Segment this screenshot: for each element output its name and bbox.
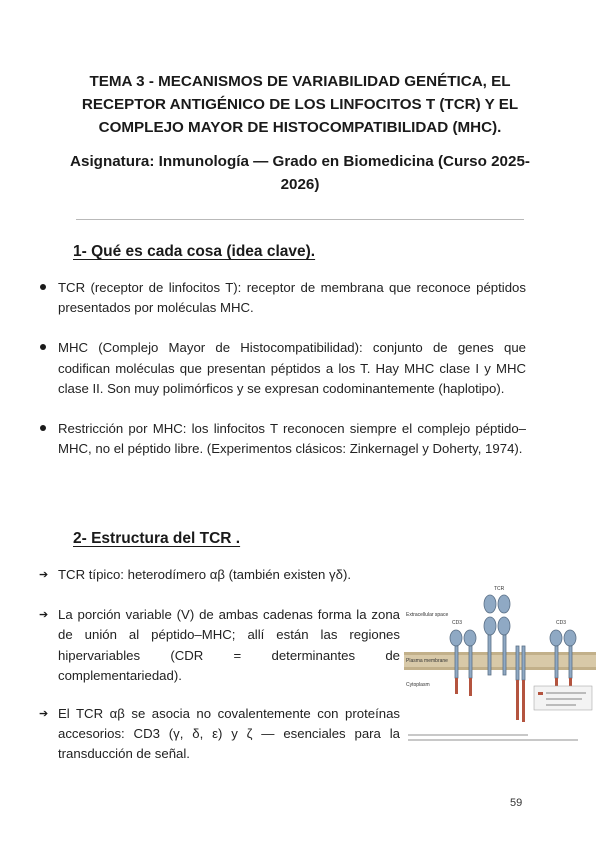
legend-text-line [546, 704, 576, 706]
figure-caption-line [408, 734, 528, 736]
legend-text-line [546, 692, 586, 694]
list-item [40, 338, 526, 399]
cytoplasm-label: Cytoplasm [406, 682, 430, 688]
legend-swatch [538, 692, 543, 695]
cd3-right-label: CD3 [556, 620, 567, 626]
arrow-bullet-icon: ➔ [39, 569, 49, 581]
bullet-icon [40, 284, 46, 290]
membrane-label: Plasma membrane [406, 658, 448, 664]
list-item [40, 278, 526, 318]
membrane-edge-bottom [404, 667, 596, 670]
page-number: 59 [510, 797, 523, 809]
arrow-bullet-icon: ➔ [39, 609, 49, 622]
document-subtitle: Asignatura: Inmunología — Grado en Biomedicina (Curso 2025-2026) [70, 153, 530, 193]
legend-text-line [546, 698, 582, 700]
list-item-text: TCR típico: heterodímero αβ (también existen γδ). [58, 567, 351, 582]
bullet-icon [40, 344, 46, 350]
list-item-text: MHC (Complejo Mayor de Histocompatibilidad): conjunto de genes que codifican moléculas que presentan péptidos a los T. Hay MHC clase I y MHC clase II. Son muy polimórficos y se expresan codominantemente (haplotipo). [58, 340, 526, 396]
figure-caption-line [408, 739, 578, 741]
list-item [40, 565, 400, 585]
list-item [40, 704, 400, 765]
list-item-text: Restricción por MHC: los linfocitos T reconocen siempre el complejo péptido–MHC, no el péptido libre. (Experimentos clásicos: Zinkernagel y Doherty, 1974). [58, 421, 526, 457]
section-1-list [40, 278, 526, 459]
cd3-left-label: CD3 [452, 620, 463, 626]
list-item-text: TCR (receptor de linfocitos T): receptor de membrana que reconoce péptidos presentados por moléculas MHC. [58, 280, 526, 316]
list-item [40, 605, 400, 686]
membrane-edge-top [404, 652, 596, 655]
tcr-complex-figure [404, 582, 596, 748]
list-item-text: La porción variable (V) de ambas cadenas forma la zona de unión al péptido–MHC; allí están las regiones hipervariables (CDR = determinantes de complementariedad). [58, 607, 400, 683]
section-2-heading: 2- Estructura del TCR . [73, 530, 241, 547]
list-item-text: El TCR αβ se asocia no covalentemente con proteínas accesorios: CD3 (γ, δ, ε) y ζ — esenciales para la transducción de señal. [58, 706, 400, 762]
list-item [40, 419, 526, 459]
tcr-label: TCR [494, 586, 505, 592]
arrow-bullet-icon: ➔ [39, 708, 49, 721]
extracellular-label: Extracellular space [406, 612, 449, 618]
section-1-heading: 1- Qué es cada cosa (idea clave). [73, 243, 316, 260]
horizontal-divider [76, 219, 524, 220]
document-title: TEMA 3 - MECANISMOS DE VARIABILIDAD GENÉTICA, EL RECEPTOR ANTIGÉNICO DE LOS LINFOCITOS T (TCR) Y EL COMPLEJO MAYOR DE HISTOCOMPATIBILIDAD (MHC). [81, 73, 519, 136]
bullet-icon [40, 425, 46, 431]
section-2-list [40, 565, 400, 765]
